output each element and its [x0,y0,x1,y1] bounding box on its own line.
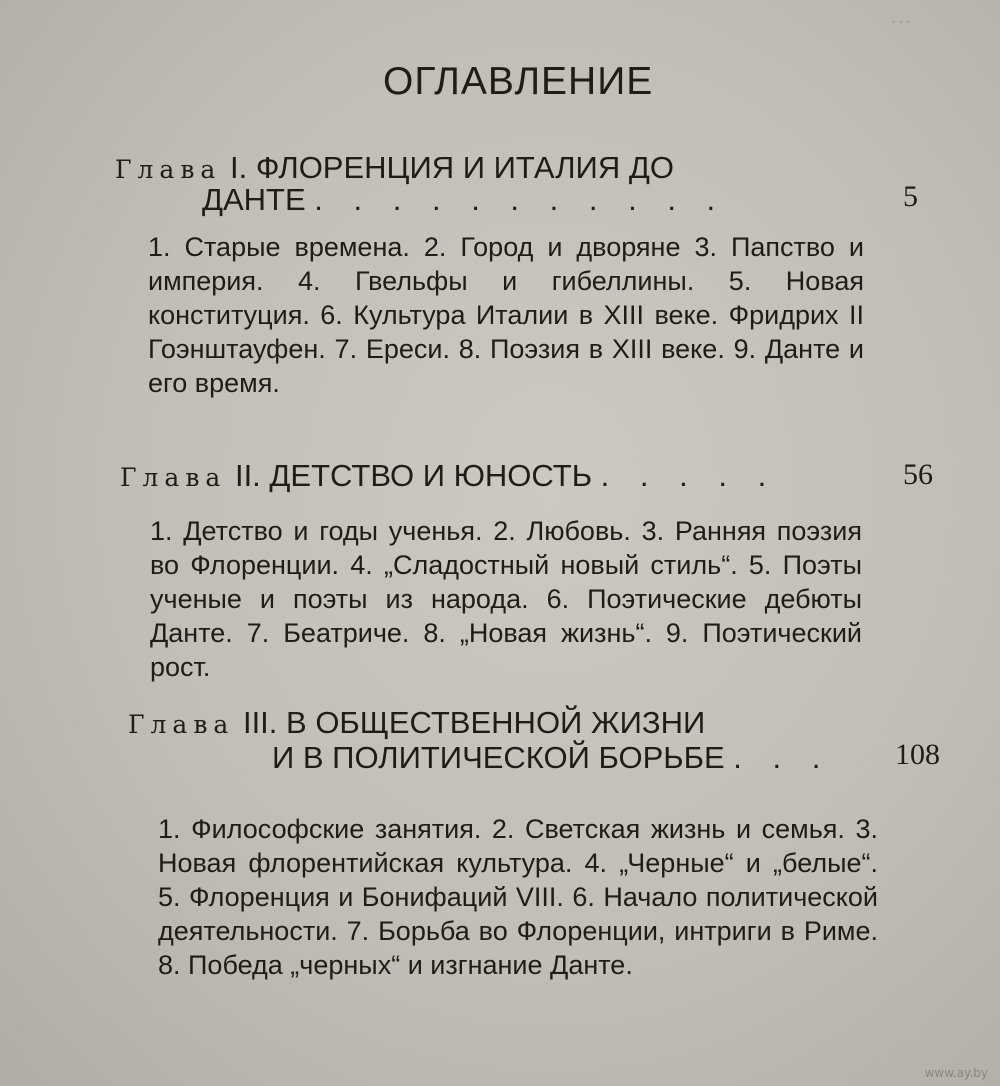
chapter-1-title-line1: ФЛОРЕНЦИЯ И ИТАЛИЯ ДО [255,150,674,185]
chapter-1-sections: 1. Старые времена. 2. Город и дворяне 3. Папство и империя. 4. Гвельфы и гибеллины. 5. Новая конституция. 6. Культура Италии в XIII веке. Фридрих II Гоэнштауфен. 7. Ереси. 8. Поэзия в XIII веке. 9. Данте и его время. [148,232,864,398]
chapter-3-number: III. [242,705,278,740]
chapter-2-sections: 1. Детство и годы ученья. 2. Любовь. 3. Ранняя поэзия во Флоренции. 4. „Сладостный новый стиль“. 5. Поэты ученые и поэты из народа. 6. Поэтические дебюты Данте. 7. Беатриче. 8. „Новая жизнь“. 9. Поэтический рост. [150,516,862,682]
chapter-3-sections: 1. Философские занятия. 2. Светская жизнь и семья. 3. Новая флорентийская культура. 4. „Черные“ и „белые“. 5. Флоренция и Бонифаций VIII. 6. Начало политической деятельности. 7. Борьба во Флоренции, интриги в Риме. 8. Победа „черных“ и изгнание Данте. [158,814,878,980]
chapter-3-heading-cont [272,740,831,776]
chapter-2-label: Глава [120,463,227,492]
chapter-2-page-number: 56 [903,458,933,491]
chapter-3-page-number: 108 [895,738,940,771]
chapter-1-page-number: 5 [903,180,918,213]
chapter-1-leader-dots: . . . . . . . . . . . [314,182,727,217]
chapter-2-number: II. [234,458,261,493]
chapter-1-title-line2: ДАНТЕ [202,182,306,217]
watermark: www.ay.by [924,1066,988,1080]
chapter-1-heading [115,150,674,186]
chapter-2-title-line1: ДЕТСТВО И ЮНОСТЬ [269,458,593,493]
chapter-2-leader-dots: . . . . . [600,458,778,493]
chapter-2-heading [120,458,777,494]
chapter-1-heading-cont [202,182,726,218]
chapter-3-leader-dots: . . . [733,740,832,775]
chapter-3-title-line1: В ОБЩЕСТВЕННОЙ ЖИЗНИ [286,705,706,740]
chapter-3-heading [128,705,705,741]
chapter-1-number: I. [229,150,248,185]
bleed-through-text: … [890,4,912,29]
chapter-1-label: Глава [115,155,222,184]
chapter-3-label: Глава [128,710,235,739]
page-title: ОГЛАВЛЕНИЕ [383,60,654,103]
chapter-3-title-line2: И В ПОЛИТИЧЕСКОЙ БОРЬБЕ [272,740,725,775]
